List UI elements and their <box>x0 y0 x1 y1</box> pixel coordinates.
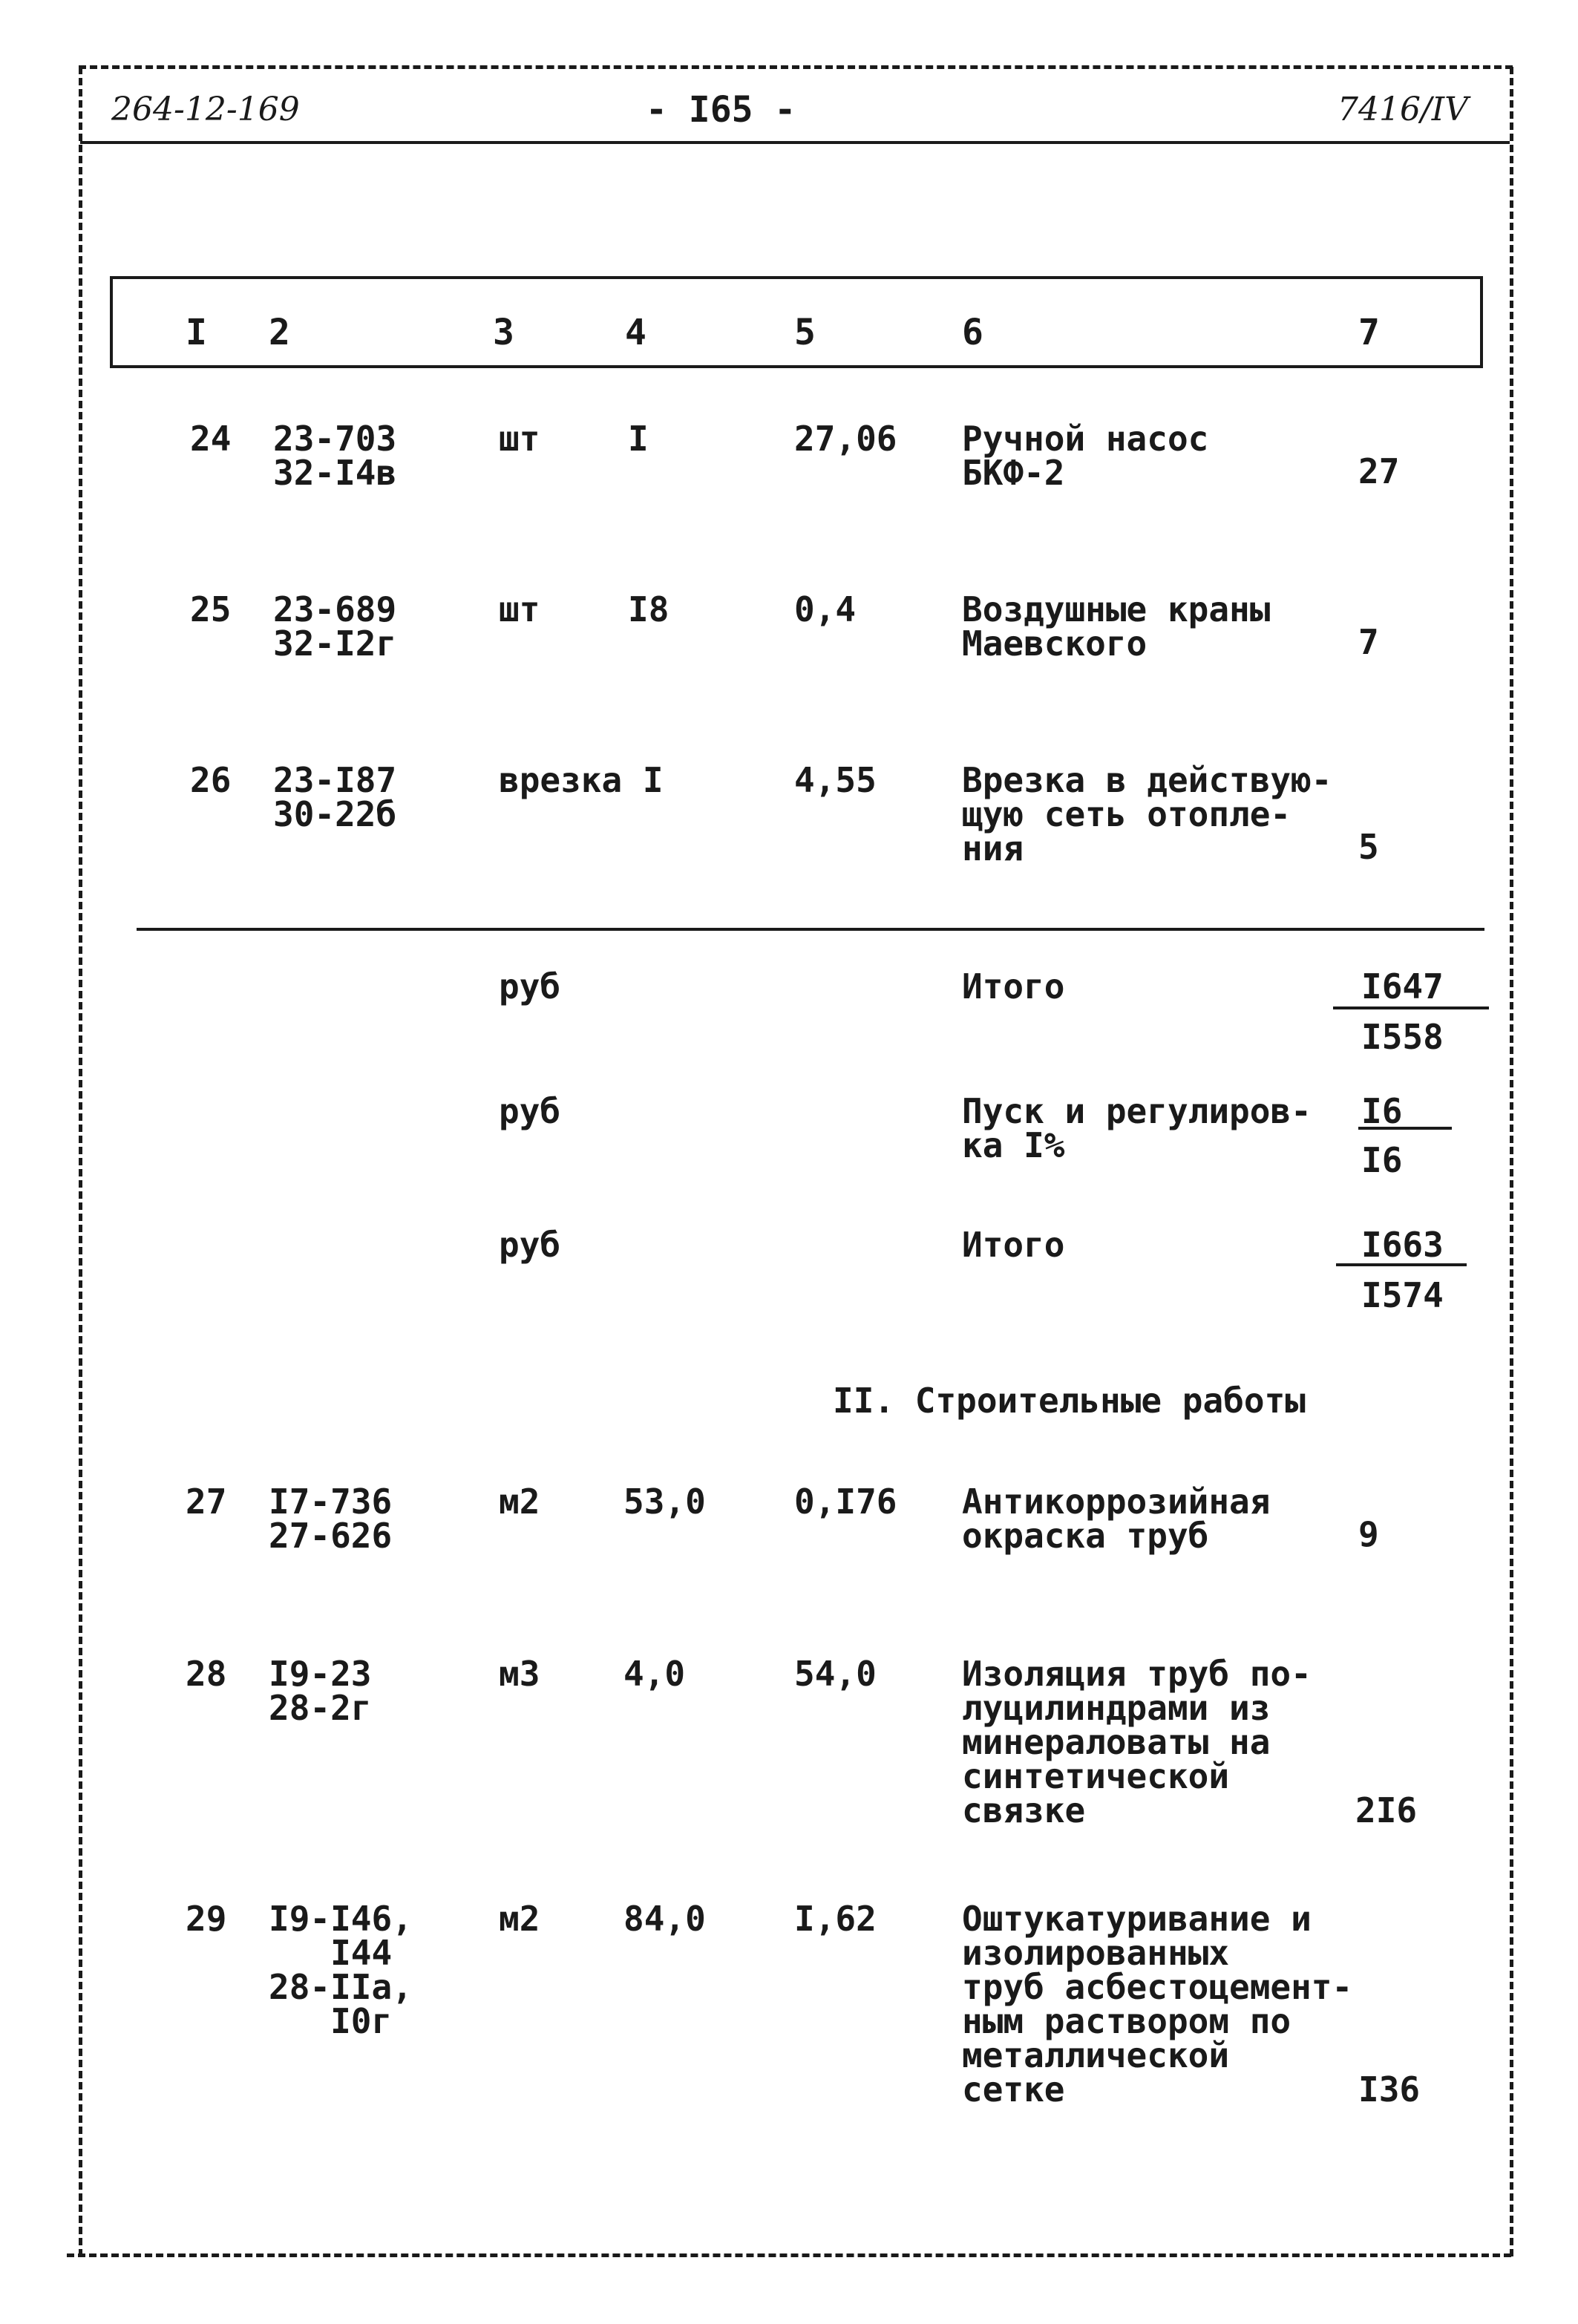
col-header-3: 3 <box>493 312 514 353</box>
row-number: 26 <box>190 760 232 800</box>
description: Ручной насос БКФ-2 <box>962 419 1209 493</box>
unit-price: I,62 <box>794 1899 877 1939</box>
col-header-7: 7 <box>1358 312 1380 353</box>
summary-unit: руб <box>499 1225 561 1265</box>
page-number: - I65 - <box>646 89 796 131</box>
description: Изоляция труб по- луцилиндрами из минераловаты на синтетической связке <box>962 1654 1312 1830</box>
unit: м2 <box>499 1482 540 1522</box>
quantity: I <box>628 419 649 459</box>
row-number: 29 <box>186 1899 227 1939</box>
col-header-4: 4 <box>625 312 646 353</box>
summary-label: Итого <box>962 1225 1065 1265</box>
total: 9 <box>1358 1514 1379 1554</box>
rate-code: I9-I46, I44 28-IIа, I0г <box>269 1899 413 2041</box>
quantity: I8 <box>628 589 669 629</box>
row-number: 28 <box>186 1654 227 1694</box>
rate-code: 23-703 32-I4в <box>273 419 397 493</box>
unit: врезка I <box>499 760 664 800</box>
unit: м3 <box>499 1654 540 1694</box>
unit: м2 <box>499 1899 540 1939</box>
summary-value-top: I6 <box>1361 1091 1403 1131</box>
col-header-1: I <box>186 312 207 353</box>
rate-code: 23-I87 30-22б <box>273 760 397 834</box>
frame-left-border <box>79 67 82 2256</box>
description: Врезка в действую- щую сеть отопле- ния <box>962 760 1332 868</box>
quantity: 53,0 <box>623 1482 706 1522</box>
rate-code: 23-689 32-I2г <box>273 589 397 664</box>
summary-label: Пуск и регулиров- ка I% <box>962 1091 1312 1165</box>
description: Воздушные краны Маевского <box>962 589 1271 664</box>
summary-value-bottom: I574 <box>1361 1275 1444 1315</box>
summary-unit: руб <box>499 966 561 1006</box>
col-header-5: 5 <box>794 312 816 353</box>
unit-price: 0,4 <box>794 589 857 629</box>
doc-code: 264-12-169 <box>111 91 300 128</box>
summary-label: Итого <box>962 966 1065 1006</box>
row-number: 27 <box>186 1482 227 1522</box>
col-header-2: 2 <box>269 312 290 353</box>
summary-value-top: I663 <box>1361 1225 1444 1265</box>
unit: шт <box>499 419 540 459</box>
rate-code: I7-736 27-626 <box>269 1482 393 1556</box>
fraction-line <box>1336 1263 1467 1266</box>
unit-price: 54,0 <box>794 1654 877 1694</box>
total: 7 <box>1358 622 1379 662</box>
summary-divider <box>137 928 1484 931</box>
total: 5 <box>1358 827 1379 867</box>
summary-value-top: I647 <box>1361 966 1444 1006</box>
unit-price: 0,I76 <box>794 1482 897 1522</box>
quantity: 4,0 <box>623 1654 686 1694</box>
row-number: 25 <box>190 589 232 629</box>
frame-top-border <box>79 65 1513 69</box>
description: Оштукатуривание и изолированных труб асбестоцемент- ным раствором по металлической сетке <box>962 1899 1353 2109</box>
quantity: 84,0 <box>623 1899 706 1939</box>
unit-price: 27,06 <box>794 419 897 459</box>
total: I36 <box>1358 2069 1421 2109</box>
rate-code: I9-23 28-2г <box>269 1654 372 1728</box>
row-number: 24 <box>190 419 232 459</box>
frame-bottom-border <box>67 2253 1511 2257</box>
sheet-code: 7416/IV <box>1338 91 1468 128</box>
unit: шт <box>499 589 540 629</box>
summary-unit: руб <box>499 1091 561 1131</box>
summary-value-bottom: I558 <box>1361 1017 1444 1057</box>
total: 2I6 <box>1355 1790 1418 1830</box>
fraction-line <box>1333 1006 1489 1009</box>
unit-price: 4,55 <box>794 760 877 800</box>
fraction-line <box>1358 1127 1452 1130</box>
total: 27 <box>1358 451 1400 491</box>
summary-value-bottom: I6 <box>1361 1140 1403 1180</box>
col-header-6: 6 <box>962 312 983 353</box>
section-title: II. Строительные работы <box>833 1381 1306 1421</box>
frame-right-border <box>1510 67 1513 2256</box>
header-rule <box>80 141 1510 144</box>
description: Антикоррозийная окраска труб <box>962 1482 1271 1556</box>
